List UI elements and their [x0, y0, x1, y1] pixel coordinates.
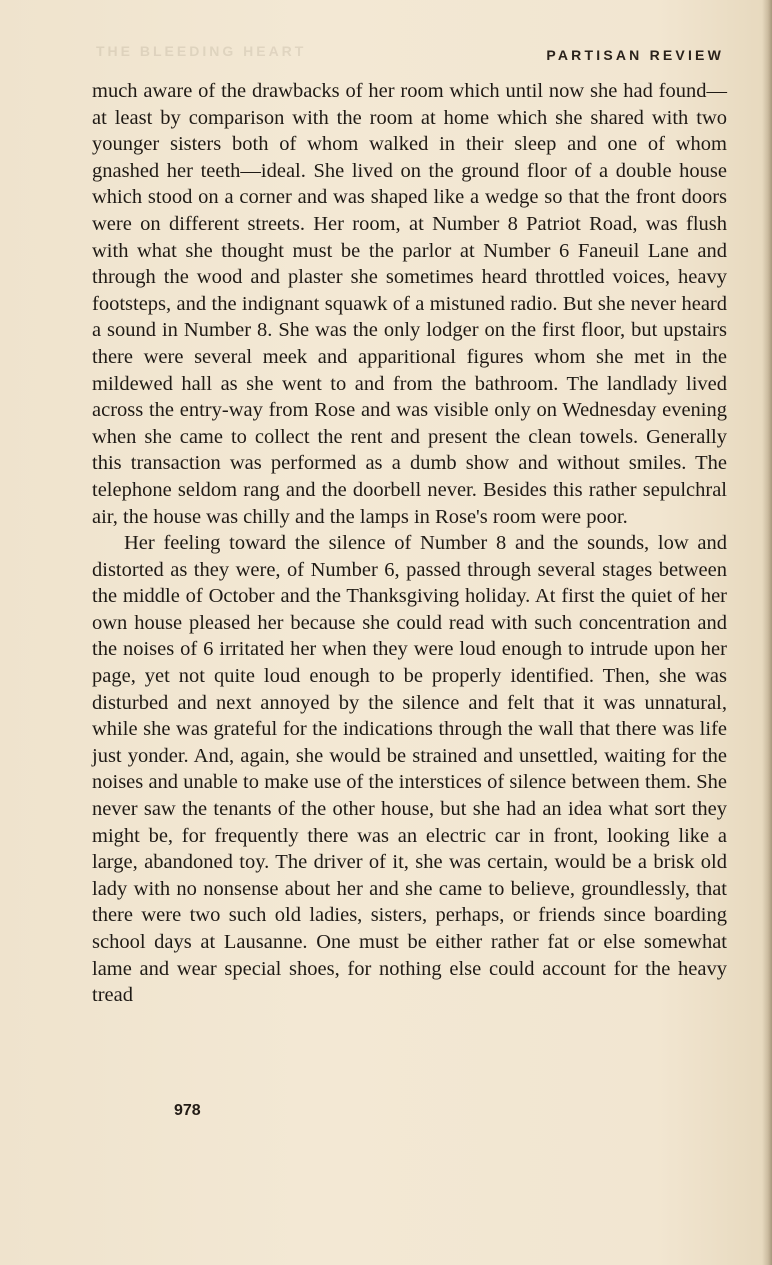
page-edge-shadow [762, 0, 772, 1265]
page-number: 978 [174, 1102, 201, 1119]
running-head: PARTISAN REVIEW [546, 47, 724, 63]
show-through-running-head: THE BLEEDING HEART [96, 43, 307, 59]
paragraph-1: much aware of the drawbacks of her room which until now she had found—at least by comparison with the room at home which she shared with two younger sisters both of whom walked in their sleep and one of whom gnashed her teeth—ideal. She lived on the ground floor of a double house which stood on a corner and was shaped like a wedge so that the front doors were on different streets. Her room, at Number 8 Patriot Road, was flush with what she thought must be the parlor at Number 6 Faneuil Lane and through the wood and plaster she sometimes heard throttled voices, heavy footsteps, and the indignant squawk of a mistuned radio. But she never heard a sound in Number 8. She was the only lodger on the first floor, but upstairs there were several meek and apparitional figures whom she met in the mildewed hall as she went to and from the bathroom. The landlady lived across the entry-way from Rose and was visible only on Wednesday evening when she came to collect the rent and present the clean towels. Generally this transaction was performed as a dumb show and without smiles. The telephone seldom rang and the doorbell never. Besides this rather sepulchral air, the house was chilly and the lamps in Rose's room were poor. [92, 80, 727, 528]
paragraph-2: Her feeling toward the silence of Number 8 and the sounds, low and distorted as they were, of Number 6, passed through several stages between the middle of October and the Thanksgiving holiday. At first the quiet of her own house pleased her because she could read with such concentration and the noises of 6 irritated her when they were loud enough to intrude upon her page, yet not quite loud enough to be properly identified. Then, she was disturbed and next annoyed by the silence and felt that it was unnatural, while she was grateful for the indications through the wall that there was life just yonder. And, again, she would be strained and unsettled, waiting for the noises and unable to make use of the interstices of silence between them. She never saw the tenants of the other house, but she had an idea what sort they might be, for frequently there was an electric car in front, looking like a large, abandoned toy. The driver of it, she was certain, would be a brisk old lady with no nonsense about her and she came to believe, groundlessly, that there were two such old ladies, sisters, perhaps, or friends since boarding school days at Lausanne. One must be either rather fat or else somewhat lame and wear special shoes, for nothing else could account for the heavy tread [92, 532, 727, 1007]
body-text [92, 78, 727, 1009]
